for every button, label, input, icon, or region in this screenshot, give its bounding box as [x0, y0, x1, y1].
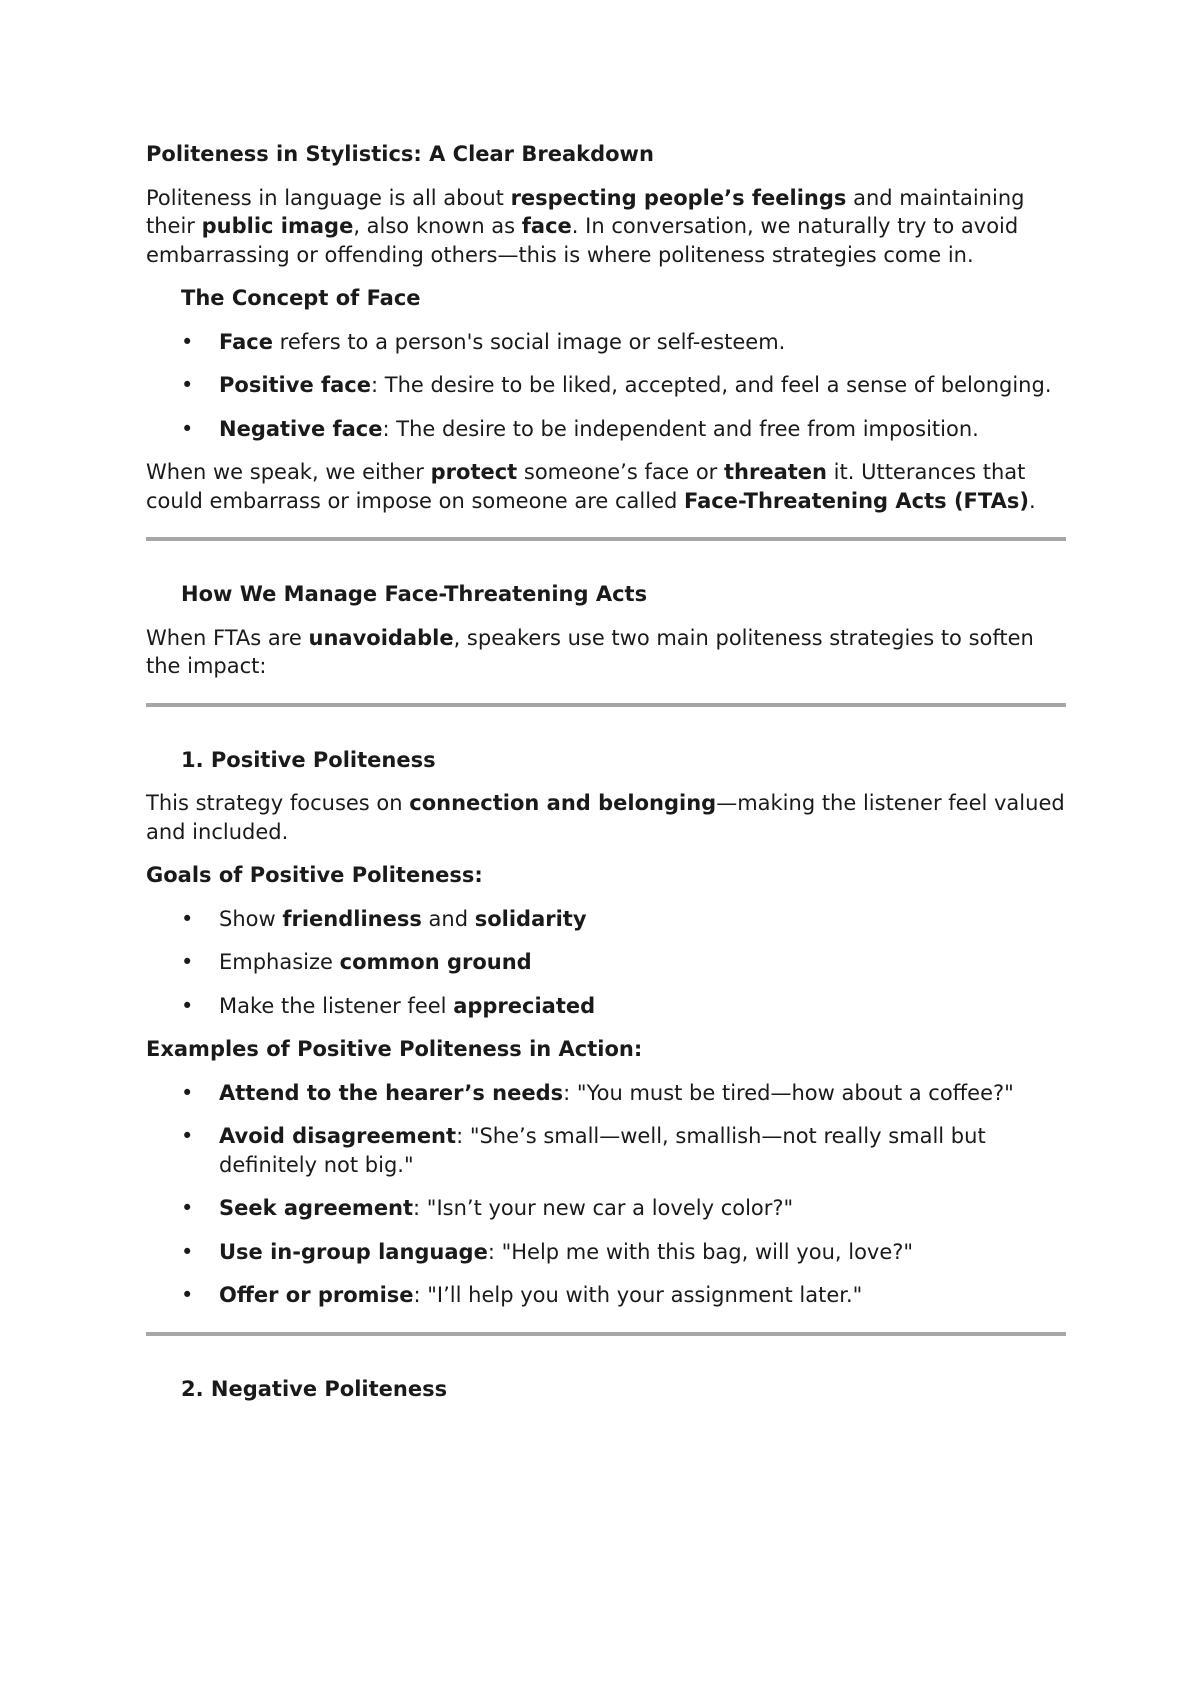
list-item: • Use in-group language: "Help me with this bag, will you, love?" — [146, 1238, 1066, 1267]
manage-section-heading: How We Manage Face-Threatening Acts — [181, 582, 648, 606]
face-list — [146, 328, 1066, 444]
bullet-icon: • — [181, 1283, 194, 1307]
face-section-heading: The Concept of Face — [181, 286, 421, 310]
list-item: • Show friendliness and solidarity — [146, 905, 1066, 934]
list-item: • Offer or promise: "I’ll help you with your assignment later." — [146, 1281, 1066, 1310]
list-item: • Positive face: The desire to be liked, accepted, and feel a sense of belonging. — [146, 371, 1066, 400]
bullet-icon: • — [181, 993, 194, 1018]
bullet-icon: • — [181, 1196, 194, 1220]
goals-heading: Goals of Positive Politeness: — [146, 863, 483, 887]
list-item: • Emphasize common ground — [146, 948, 1066, 977]
bullet-icon: • — [181, 950, 194, 974]
bullet-icon: • — [181, 1124, 194, 1148]
negative-section-heading: 2. Negative Politeness — [181, 1376, 448, 1401]
positive-section-heading: 1. Positive Politeness — [181, 747, 436, 772]
list-item: • Avoid disagreement: "She’s small—well, smallish—not really small but definitely not big." — [181, 1124, 986, 1177]
bullet-icon: • — [181, 416, 194, 441]
bullet-icon: • — [181, 1080, 194, 1105]
document-title: Politeness in Stylistics: A Clear Breakdown — [146, 142, 654, 166]
manage-paragraph: When FTAs are unavoidable, speakers use two main politeness strategies to soften the impact: — [146, 625, 1034, 678]
examples-list — [146, 1079, 1066, 1310]
goals-list — [146, 905, 1066, 1021]
bullet-icon: • — [181, 906, 194, 931]
list-item: • Make the listener feel appreciated — [146, 992, 1066, 1021]
list-item: • Negative face: The desire to be independent and free from imposition. — [146, 415, 1066, 444]
intro-paragraph: Politeness in language is all about respecting people’s feelings and maintaining their public image, also known as face. In conversation, we naturally try to avoid embarrassing or offending others—this is where politeness strategies come in. — [146, 185, 1025, 267]
bullet-icon: • — [181, 1239, 194, 1264]
document-page — [146, 140, 1066, 1418]
list-item: • Face refers to a person's social image or self-esteem. — [146, 328, 1066, 357]
examples-heading: Examples of Positive Politeness in Action: — [146, 1037, 643, 1061]
list-item: • Attend to the hearer’s needs: "You must be tired—how about a coffee?" — [146, 1079, 1066, 1108]
bullet-icon: • — [181, 329, 194, 354]
fta-paragraph: When we speak, we either protect someone’s face or threaten it. Utterances that could embarrass or impose on someone are called Face-Threatening Acts (FTAs). — [146, 460, 1036, 513]
bullet-icon: • — [181, 373, 194, 397]
positive-paragraph: This strategy focuses on connection and belonging—making the listener feel valued and included. — [146, 791, 1065, 844]
list-item: • Seek agreement: "Isn’t your new car a lovely color?" — [146, 1194, 1066, 1223]
